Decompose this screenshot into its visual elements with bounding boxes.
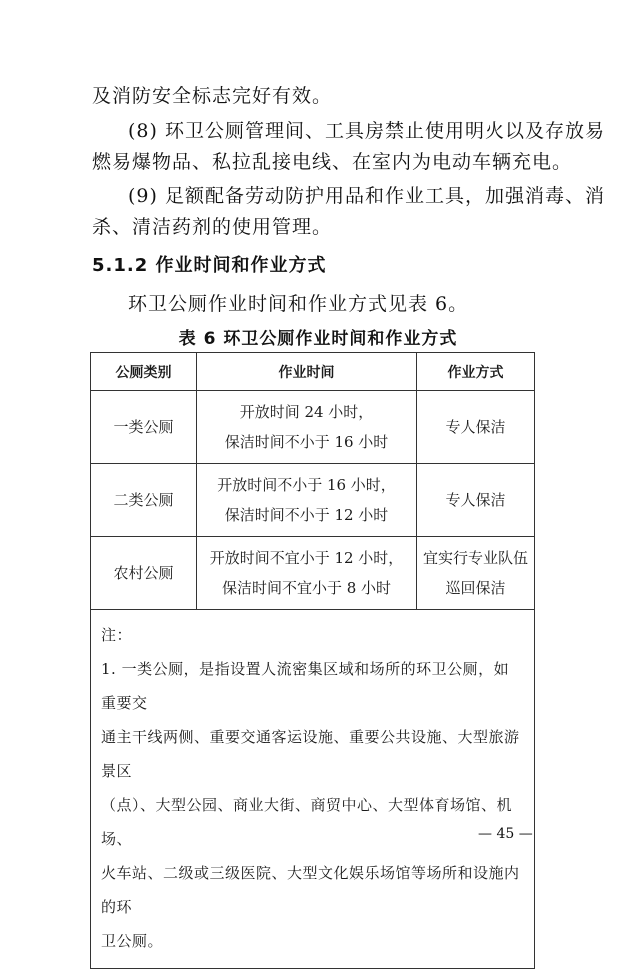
schedule-table [90,352,535,969]
paragraph-line: (9) 足额配备劳动防护用品和作业工具，加强消毒、消 [128,185,605,207]
paragraph-line: 燃易爆物品、私拉乱接电线、在室内为电动车辆充电。 [92,151,573,173]
paragraph-line: 杀、清洁药剂的使用管理。 [92,216,333,238]
time-cell [197,464,417,537]
mode-line: 巡回保洁 [445,579,506,597]
mode-line: 专人保洁 [445,418,506,436]
note-line: （点）、大型公园、商业大街、商贸中心、大型体育场馆、机场、 [101,796,513,848]
table-row [91,391,535,464]
column-header: 作业时间 [197,353,417,391]
note-line: 火车站、二级或三级医院、大型文化娱乐场馆等场所和设施内的环 [101,864,520,916]
section-heading: 5.1.2 作业时间和作业方式 [92,255,327,276]
category-cell: 二类公厕 [91,464,197,537]
intro-text: 环卫公厕作业时间和作业方式见表 6。 [128,293,469,315]
time-cell [197,537,417,610]
mode-line: 专人保洁 [445,491,506,509]
table-row [91,464,535,537]
note-cell [91,610,535,969]
table-header-row [91,353,535,391]
time-line: 保洁时间不宜小于 8 小时 [221,579,392,597]
table-caption: 表 6 环卫公厕作业时间和作业方式 [178,329,458,349]
mode-cell [417,391,535,464]
mode-line: 宜实行专业队伍 [422,549,528,567]
note-label: 注： [101,626,133,644]
table-row [91,537,535,610]
time-line: 保洁时间不小于 16 小时 [224,433,389,451]
time-line: 开放时间不小于 16 小时， [217,476,396,494]
time-line: 开放时间 24 小时， [239,403,374,421]
column-header: 作业方式 [417,353,535,391]
column-header: 公厕类别 [91,353,197,391]
paragraph-line: (8) 环卫公厕管理间、工具房禁止使用明火以及存放易 [128,120,605,142]
time-cell [197,391,417,464]
page-number: — 45 — [478,826,533,842]
mode-cell [417,464,535,537]
time-line: 开放时间不宜小于 12 小时， [209,549,404,567]
note-line: 通主干线两侧、重要交通客运设施、重要公共设施、大型旅游景区 [101,728,520,780]
note-line: 卫公厕。 [101,932,164,950]
note-line: 1. 一类公厕，是指设置人流密集区域和场所的环卫公厕，如重要交 [101,660,510,712]
category-cell: 农村公厕 [91,537,197,610]
category-cell: 一类公厕 [91,391,197,464]
paragraph-line: 及消防安全标志完好有效。 [92,85,333,107]
time-line: 保洁时间不小于 12 小时 [224,506,389,524]
mode-cell [417,537,535,610]
table-note-row [91,610,535,969]
